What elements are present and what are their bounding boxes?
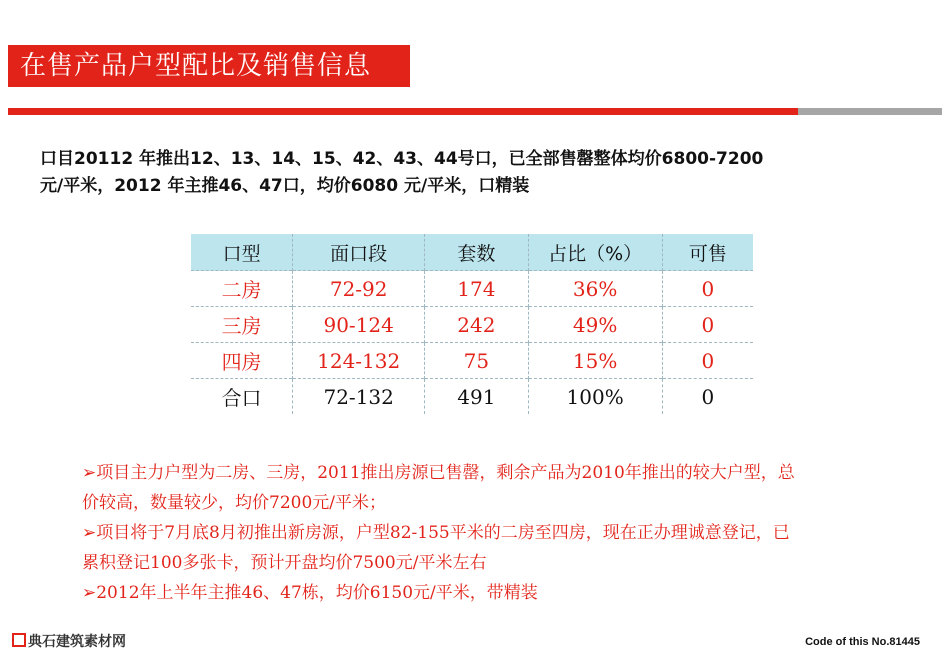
- header-available: 可售: [662, 234, 753, 271]
- table-cell: 124-132: [293, 343, 425, 379]
- intro-text: [40, 146, 860, 200]
- bullet-line: 价较高，数量较少，均价7200元/平米；: [82, 493, 386, 513]
- sales-table: [191, 234, 753, 414]
- table-cell: 四房: [191, 343, 293, 379]
- table-cell: 72-92: [293, 271, 425, 307]
- table-cell: 90-124: [293, 307, 425, 343]
- divider-grey: [798, 108, 942, 115]
- table-cell: 0: [662, 271, 753, 307]
- table-cell: 0: [662, 343, 753, 379]
- table-cell: 49%: [528, 307, 662, 343]
- table-header-row: [191, 234, 753, 271]
- table-cell: 75: [425, 343, 528, 379]
- table-row-total: [191, 379, 753, 415]
- table-cell: 合口: [191, 379, 293, 415]
- table-cell: 0: [662, 307, 753, 343]
- header-ratio: 占比（%）: [528, 234, 662, 271]
- table-cell: 二房: [191, 271, 293, 307]
- logo-icon: [12, 633, 26, 647]
- divider-red: [8, 108, 798, 115]
- table-cell: 242: [425, 307, 528, 343]
- intro-line-1: 口目20112 年推出12、13、14、15、42、43、44号口，已全部售罄整体均价6800-7200: [40, 149, 764, 169]
- bullet-list: [82, 458, 892, 608]
- footer-code: Code of this No.81445: [805, 636, 920, 648]
- intro-line-2: 元/平米，2012 年主推46、47口，均价6080 元/平米，口精装: [40, 176, 530, 196]
- table-row: [191, 271, 753, 307]
- header-unit-type: 口型: [191, 234, 293, 271]
- table-cell: 0: [662, 379, 753, 415]
- table-cell: 100%: [528, 379, 662, 415]
- bullet-line: ➢2012年上半年主推46、47栋，均价6150元/平米，带精装: [82, 583, 538, 603]
- header-count: 套数: [425, 234, 528, 271]
- table-cell: 三房: [191, 307, 293, 343]
- header-area-range: 面口段: [293, 234, 425, 271]
- bullet-line: 累积登记100多张卡，预计开盘均价7500元/平米左右: [82, 553, 487, 573]
- footer-watermark: 典石建筑素材网: [28, 634, 126, 650]
- table-cell: 15%: [528, 343, 662, 379]
- table-cell: 72-132: [293, 379, 425, 415]
- bullet-line: ➢项目主力户型为二房、三房，2011推出房源已售罄，剩余产品为2010年推出的较大户型，总: [82, 463, 795, 483]
- page-title: 在售产品户型配比及销售信息: [8, 45, 410, 87]
- table-row: [191, 343, 753, 379]
- table-cell: 491: [425, 379, 528, 415]
- table-row: [191, 307, 753, 343]
- table-cell: 174: [425, 271, 528, 307]
- table-cell: 36%: [528, 271, 662, 307]
- bullet-line: ➢项目将于7月底8月初推出新房源，户型82-155平米的二房至四房，现在正办理诚意登记，已: [82, 523, 790, 543]
